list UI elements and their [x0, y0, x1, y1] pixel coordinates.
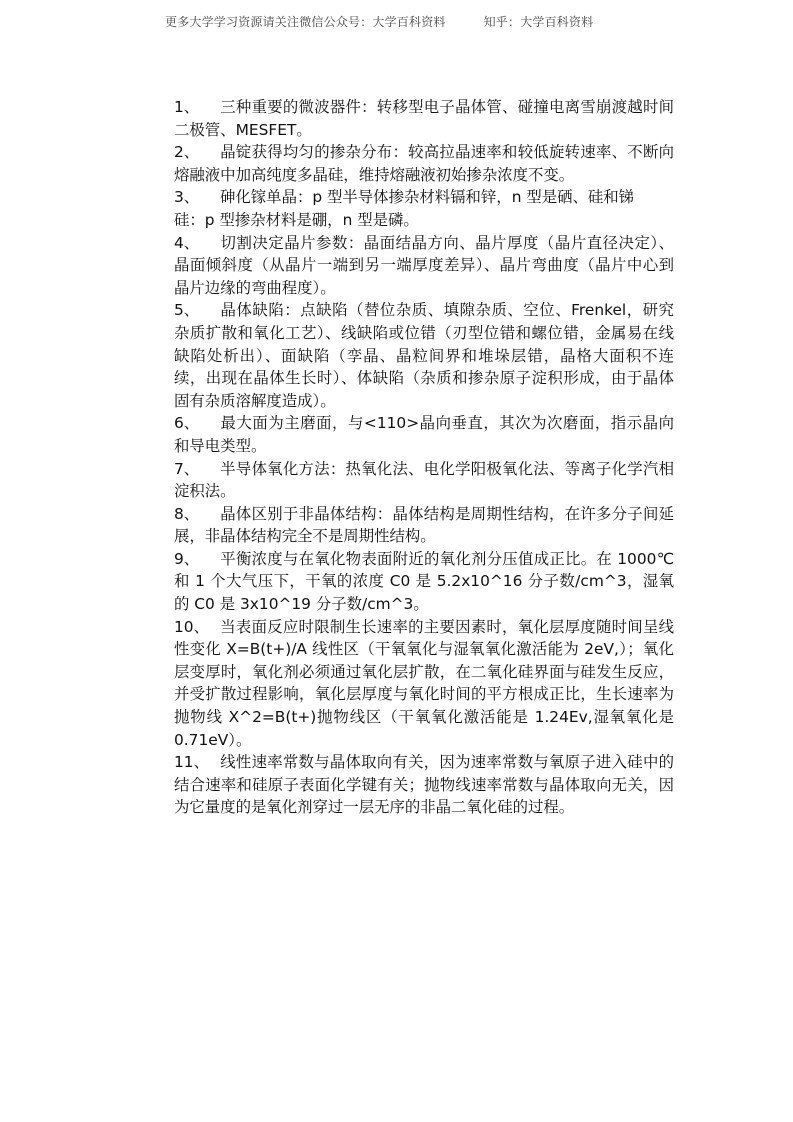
- list-item-10: [174, 616, 674, 752]
- header-zhihu-notice: 知乎：大学百科资料: [483, 15, 594, 29]
- list-item-3: [174, 186, 674, 209]
- item-text: 半导体氧化方法：热氧化法、电化学阳极氧化法、等离子化学汽相淀积法。: [174, 459, 674, 501]
- page-header: [165, 13, 593, 30]
- item-number: 5、: [174, 301, 200, 320]
- list-item-3-extra: 硅：p 型掺杂材料是硼，n 型是磷。: [174, 210, 419, 229]
- item-number: 7、: [174, 459, 200, 478]
- item-number: 1、: [174, 98, 200, 116]
- list-item-1: [174, 96, 674, 141]
- list-item-2: [174, 141, 674, 186]
- list-item-8: [174, 503, 674, 548]
- item-number: 8、: [174, 504, 200, 523]
- item-text: 切割决定晶片参数：晶面结晶方向、晶片厚度（晶片直径决定）、晶面倾斜度（从晶片一端到另一端厚度差异）、晶片弯曲度（晶片中心到晶片边缘的弯曲程度）。: [174, 233, 674, 297]
- item-text: 最大面为主磨面，与<110>晶向垂直，其次为次磨面，指示晶向和导电类型。: [174, 414, 674, 455]
- item-number: 2、: [174, 143, 200, 162]
- item-text: 晶锭获得均匀的掺杂分布：较高拉晶速率和较低旋转速率、不断向熔融液中加高纯度多晶硅，维持熔融液初始掺杂浓度不变。: [174, 143, 674, 184]
- document-body: [174, 96, 674, 819]
- list-item-11: [174, 751, 674, 819]
- list-item-5: [174, 299, 674, 412]
- item-text: 晶体区别于非晶体结构：晶体结构是周期性结构，在许多分子间延展，非晶体结构完全不是周期性结构。: [174, 504, 674, 546]
- item-number: 3、: [174, 188, 200, 207]
- item-text: 平衡浓度与在氧化物表面附近的氧化剂分压值成正比。在 1000℃和 1 个大气压下，干氧的浓度 C0 是 5.2x10^16 分子数/cm^3，湿氧的 C0 是 3x10^19 分子数/cm^3。: [174, 549, 674, 614]
- header-wechat-notice: 更多大学学习资源请关注微信公众号：大学百科资料: [165, 15, 446, 29]
- item-number: 6、: [174, 414, 200, 433]
- item-text: 砷化镓单晶：p 型半导体掺杂材料镉和锌，n 型是硒、硅和锑: [220, 188, 635, 207]
- list-item-9: [174, 548, 674, 616]
- list-item-6: [174, 412, 674, 457]
- item-number: 9、: [174, 549, 200, 568]
- item-number: 11、: [174, 753, 209, 772]
- item-text: 当表面反应时限制生长速率的主要因素时，氧化层厚度随时间呈线性变化 X=B(t+)/A 线性区（干氧氧化与湿氧氧化激活能为 2eV,）；氧化层变厚时，氧化剂必须通过氧化层扩散，在二氧化硅界面与硅发生反应，并受扩散过程影响，氧化层厚度与氧化时间的平方根成正比，生长速率为抛物线 X^2=B(t+)抛物线区（干氧氧化激活能是 1.24Ev,湿氧氧化是 0.71eV）。: [174, 617, 674, 749]
- item-text: 三种重要的微波器件：转移型电子晶体管、碰撞电离雪崩渡越时间二极管、MESFET。: [174, 98, 674, 139]
- item-text: 晶体缺陷：点缺陷（替位杂质、填隙杂质、空位、Frenkel，研究杂质扩散和氧化工艺）、线缺陷或位错（刃型位错和螺位错，金属易在线缺陷处析出）、面缺陷（孪晶、晶粒间界和堆垛层错，晶格大面积不连续，出现在晶体生长时）、体缺陷（杂质和掺杂原子淀积形成，由于晶体固有杂质溶解度造成）。: [174, 301, 674, 410]
- list-item-7: [174, 458, 674, 503]
- item-text: 线性速率常数与晶体取向有关，因为速率常数与氧原子进入硅中的结合速率和硅原子表面化学键有关；抛物线速率常数与晶体取向无关，因为它量度的是氧化剂穿过一层无序的非晶二氧化硅的过程。: [174, 753, 674, 817]
- list-item-4: [174, 232, 674, 300]
- item-number: 10、: [174, 617, 209, 636]
- item-number: 4、: [174, 233, 200, 252]
